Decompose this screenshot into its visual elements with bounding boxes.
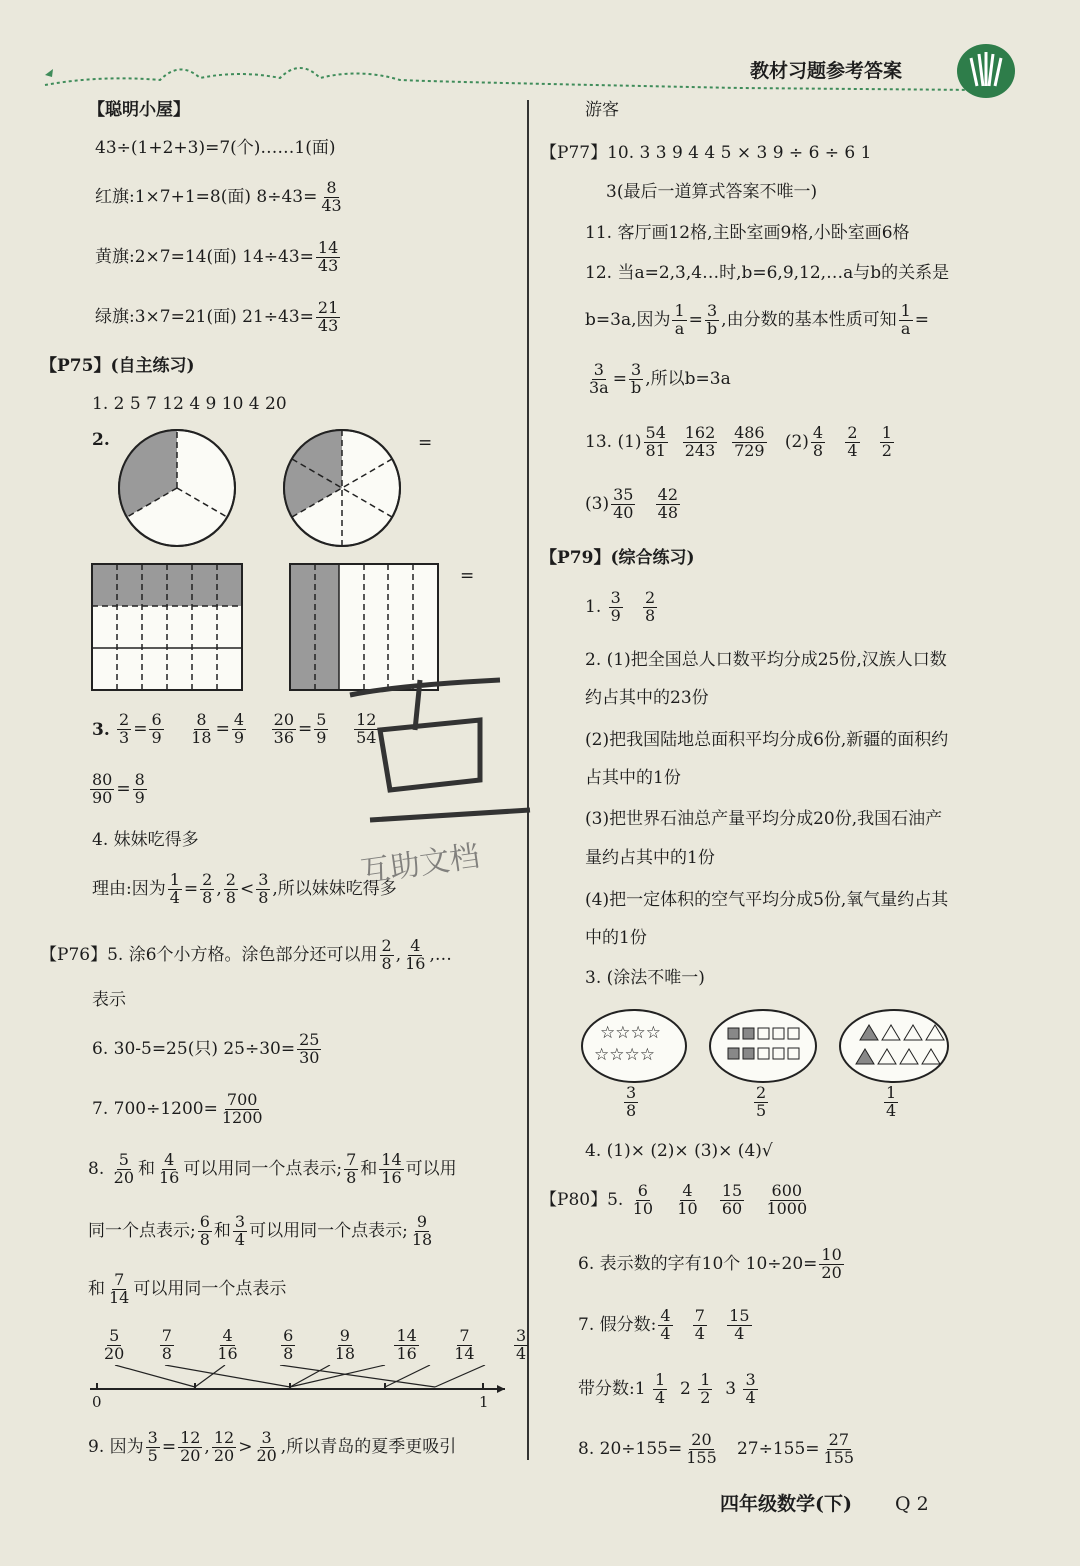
p79-q3-frac1: $\frac{3}{8}$ (626, 1083, 637, 1120)
p79-q3-ovals (580, 1008, 960, 1088)
smart-house-heading: 【聪明小屋】 (88, 100, 190, 120)
p76-q6: 6. 30-5=25(只) 25÷30= $\frac{25}{30}$ (92, 1030, 320, 1067)
p76-q9: 9. 因为 $\frac{3}{5}$ = $\frac{12}{20}$ , $\frac{12}{20}$ > $\frac{3}{20}$ ,所以青岛的夏季更吸引 (88, 1428, 457, 1465)
book-logo-icon (955, 42, 1017, 100)
oval-triangles (840, 1010, 948, 1082)
number-line-zero: 0 (92, 1393, 102, 1411)
p79-q3: 3. (涂法不唯一) (585, 968, 705, 988)
number-line-fracs: $\frac{5}{20}$ $\frac{7}{8}$ $\frac{4}{16}$ $\frac{6}{8}$ $\frac{9}{18}$ $\frac{14}{16}$ $\frac{7}{14}$ $\frac{3}{4}$ (104, 1326, 527, 1363)
p76-q8-line3: 和 $\frac{7}{14}$ 可以用同一个点表示 (88, 1270, 287, 1307)
right-top-text: 游客 (585, 100, 619, 120)
yellow-flag-line: 黄旗:2×7=14(面) 14÷43= $\frac{14}{43}$ (95, 238, 339, 275)
pie-diagram (110, 425, 440, 555)
p80-q7: 7. 假分数: $\frac{4}{4}$ $\frac{7}{4}$ $\frac{15}{4}$ (578, 1306, 750, 1343)
p79-q1: 1. $\frac{3}{9}$ $\frac{2}{8}$ (585, 588, 656, 625)
p75-q3-label: 3. (92, 720, 110, 740)
p79-q2-2a: (2)把我国陆地总面积平均分成6份,新疆的面积约 (585, 730, 949, 750)
p77-q10: 【P77】10. 3 3 9 4 4 5 × 3 9 ÷ 6 ÷ 6 1 (540, 143, 872, 163)
p76-q8-line2: 同一个点表示; $\frac{6}{8}$ 和 $\frac{3}{4}$ 可以用同一个点表示; $\frac{9}{18}$ (88, 1212, 433, 1249)
p79-q2-1a: 2. (1)把全国总人口数平均分成25份,汉族人口数 (585, 650, 947, 670)
header-title: 教材习题参考答案 (750, 60, 903, 82)
p80-q8: 8. 20÷155= $\frac{20}{155}$ 27÷155= $\frac{27}{155}$ (578, 1430, 855, 1467)
p79-q2-2b: 占其中的1份 (585, 768, 681, 788)
p79-q2-3b: 量约占其中的1份 (585, 848, 715, 868)
number-line-one: 1 (479, 1393, 489, 1411)
pie-sixths (284, 430, 400, 546)
p75-q4-reason: 理由:因为 $\frac{1}{4}$ = $\frac{2}{8}$ , $\frac{2}{8}$ < $\frac{3}{8}$ ,所以妹妹吃得多 (92, 870, 397, 907)
svg-text:☆☆☆☆: ☆☆☆☆ (594, 1045, 655, 1065)
p79-q3-frac3: $\frac{1}{4}$ (886, 1083, 897, 1120)
p75-q4: 4. 妹妹吃得多 (92, 830, 199, 850)
p79-q4: 4. (1)× (2)× (3)× (4)√ (585, 1141, 773, 1161)
p79-q2-1b: 约占其中的23份 (585, 688, 709, 708)
footer-text: 四年级数学(下) (720, 1493, 852, 1515)
p76-q8-line1: 8. $\frac{5}{20}$ 和 $\frac{4}{16}$ 可以用同一个点表示; $\frac{7}{8}$ 和 $\frac{14}{16}$ 可以用 (88, 1150, 457, 1187)
red-flag-line: 红旗:1×7+1=8(面) 8÷43= $\frac{8}{43}$ (95, 178, 342, 215)
p75-q1: 1. 2 5 7 12 4 9 10 4 20 (92, 394, 287, 414)
p75-q3-row: $\frac{2}{3}$ = $\frac{6}{9}$ $\frac{8}{18}$ = $\frac{4}{9}$ $\frac{20}{36}$ = $\frac{5}{9}$ $\frac{12}{54}$ (119, 710, 377, 747)
p77-q10b: 3(最后一道算式答案不唯一) (606, 182, 818, 202)
pie-equals: = (418, 433, 433, 453)
green-flag-line: 绿旗:3×7=21(面) 21÷43= $\frac{21}{43}$ (95, 298, 339, 335)
watermark-text: 互助文档 (358, 838, 482, 891)
p77-q13-row1: 13. (1) $\frac{54}{81}$ $\frac{162}{243}$ $\frac{486}{729}$ (2) $\frac{4}{8}$ $\frac{2}{4}$ $\frac{1}{2}$ (585, 423, 892, 460)
p75-q3-row2: $\frac{80}{90}$ = $\frac{8}{9}$ (92, 770, 145, 807)
p77-q12b: b=3a,因为 $\frac{1}{a}$ = $\frac{3}{b}$ ,由分数的基本性质可知 $\frac{1}{a}$ = (585, 301, 930, 338)
footer-page: Q 2 (895, 1493, 929, 1515)
grid-equals: = (460, 566, 475, 586)
number-line (85, 1365, 515, 1400)
pie-thirds (119, 430, 235, 546)
grid-rows (92, 564, 242, 690)
p79-q3-frac2: $\frac{2}{5}$ (756, 1083, 767, 1120)
p76-q5-line2: 表示 (92, 990, 126, 1010)
p75-heading: 【P75】(自主练习) (40, 356, 195, 376)
p80-q6: 6. 表示数的字有10个 10÷20= $\frac{10}{20}$ (578, 1245, 842, 1282)
p77-q12c: $\frac{3}{3a}$ = $\frac{3}{b}$ ,所以b=3a (589, 360, 731, 397)
oval-squares (710, 1010, 816, 1082)
p77-q13-row2: (3) $\frac{35}{40}$ $\frac{42}{48}$ (585, 485, 679, 522)
p79-q2-4a: (4)把一定体积的空气平均分成5份,氧气量约占其 (585, 890, 949, 910)
p80-q5: 【P80】5. $\frac{6}{10}$ $\frac{4}{10}$ $\frac{15}{60}$ $\frac{600}{1000}$ (540, 1181, 808, 1218)
p79-q2-4b: 中的1份 (585, 928, 647, 948)
p77-q11: 11. 客厅画12格,主卧室画9格,小卧室画6格 (585, 223, 910, 243)
smart-house-line1: 43÷(1+2+3)=7(个)……1(面) (95, 138, 336, 158)
svg-text:☆☆☆☆: ☆☆☆☆ (600, 1023, 661, 1043)
p76-q5: 【P76】5. 涂6个小方格。涂色部分还可以用 $\frac{2}{8}$ , $\frac{4}{16}$ ,… (40, 936, 452, 973)
oval-stars (582, 1010, 686, 1082)
p79-heading: 【P79】(综合练习) (540, 548, 695, 568)
p79-q2-3a: (3)把世界石油总产量平均分成20份,我国石油产 (585, 809, 943, 829)
p75-q2-label: 2. (92, 430, 110, 450)
p80-q7b: 带分数:1 $\frac{1}{4}$ 2 $\frac{1}{2}$ 3 $\frac{3}{4}$ (578, 1370, 756, 1407)
p77-q12: 12. 当a=2,3,4…时,b=6,9,12,…a与b的关系是 (585, 263, 950, 283)
p76-q7: 7. 700÷1200= $\frac{700}{1200}$ (92, 1090, 263, 1127)
